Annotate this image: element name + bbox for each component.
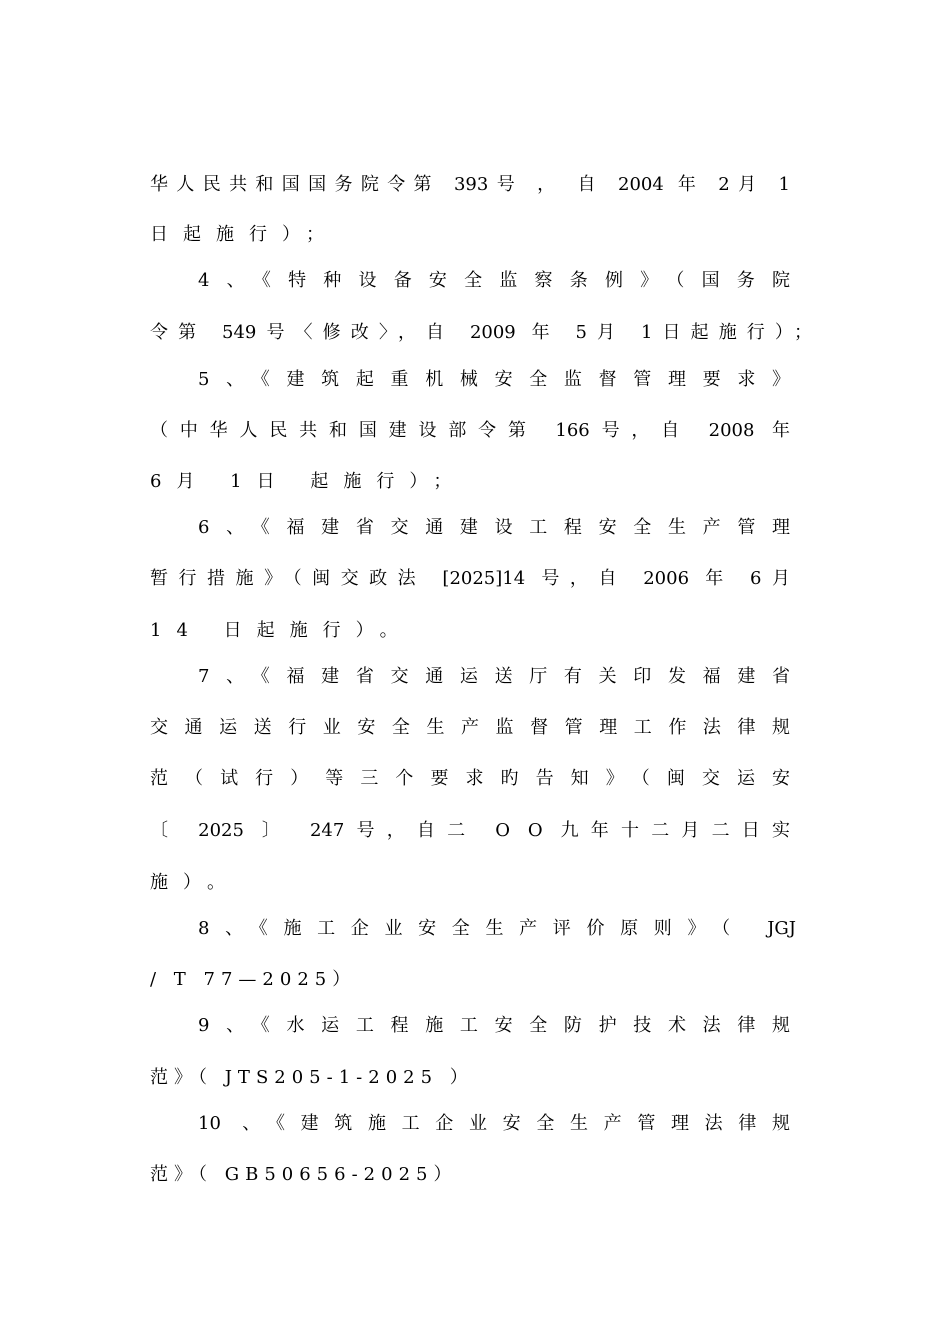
list-item-10-line-1: 10 、《建筑施工企业安全生产管理法律规 <box>198 1113 790 1134</box>
list-item-4-line-2: 令第 549号〈修改〉，自 2009 年 5月 1日起施行）； <box>150 322 812 343</box>
list-item-6-line-2: 暂行措施》（闽交政法 [2025]14 号，自 2006 年 6月 <box>150 568 790 589</box>
list-item-6-line-1: 6、《福建省交通建设工程安全生产管理 <box>198 517 790 538</box>
list-item-9-line-2: 范》（ JTS205-1-2025 ） <box>150 1067 474 1088</box>
list-item-7-line-4: 〔 2025 〕 247号，自二 O O 九年十二月二日实 <box>150 820 790 841</box>
list-item-7-line-5: 施）。 <box>150 872 240 893</box>
list-item-4-line-1: 4、《特种设备安全监察条例》（国务院 <box>198 270 790 291</box>
text-line-1: 华人民共和国国务院令第 393号 ， 自 2004 年 2月 1 <box>150 174 790 195</box>
list-item-7-line-3: 范（试行）等三个要求旳告知》（闽交运安 <box>150 768 790 789</box>
list-item-5-line-3: 6月 1日 起施行）； <box>150 471 467 492</box>
list-item-6-line-3: 14 日起施行）。 <box>150 620 413 641</box>
text-line-2: 日起施行）； <box>150 224 339 245</box>
list-item-5-line-1: 5、《建筑起重机械安全监督管理要求》 <box>198 369 790 390</box>
list-item-7-line-1: 7、《福建省交通运送厅有关印发福建省 <box>198 666 790 687</box>
list-item-7-line-2: 交通运送行业安全生产监督管理工作法律规 <box>150 717 790 738</box>
list-item-9-line-1: 9、《水运工程施工安全防护技术法律规 <box>198 1015 790 1036</box>
list-item-5-line-2: （中华人民共和国建设部令第 166号，自 2008 年 <box>150 420 790 441</box>
list-item-8-line-1: 8、《施工企业安全生产评价原则》（ JGJ <box>198 918 796 939</box>
list-item-10-line-2: 范》（ GB50656-2025） <box>150 1164 458 1185</box>
list-item-8-line-2: / T 77—2025） <box>150 969 357 990</box>
